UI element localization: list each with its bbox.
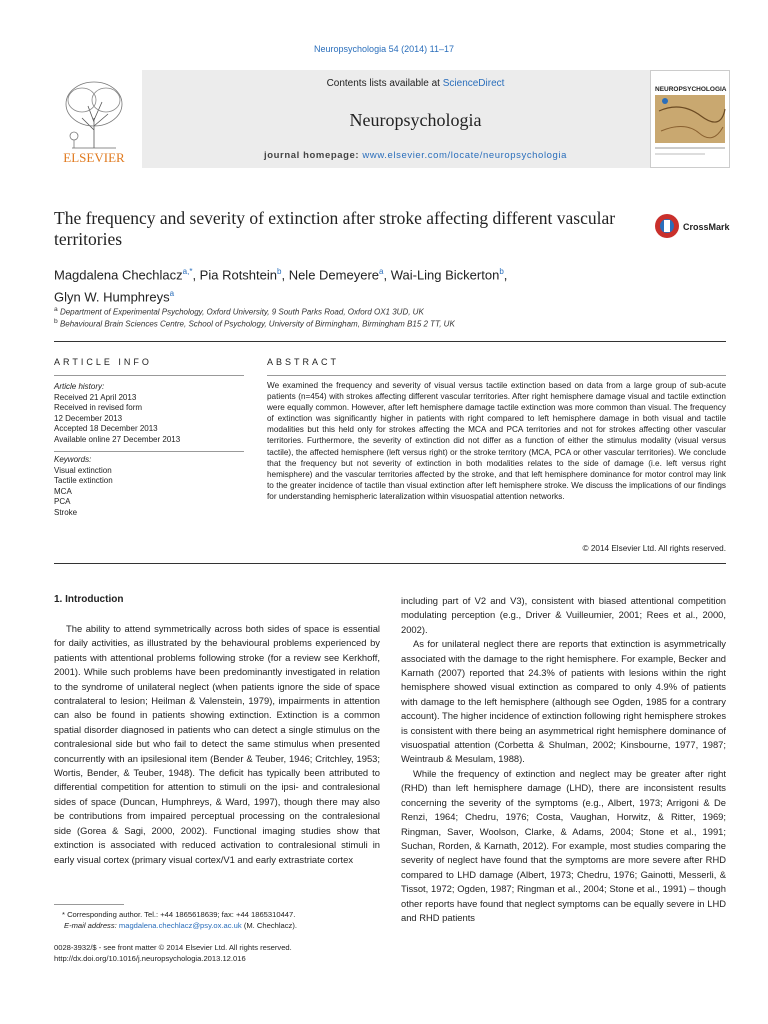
keywords: [54, 455, 244, 518]
body-column-right: [401, 594, 726, 925]
body-paragraph: While the frequency of extinction and neglect may be greater after right (RHD) than left hemisphere damage (LHD), there are inconsistent results concerning the severity of the symptoms (e.g., Albert, 1973; Arrigoni & De Renzi, 1964; Chedru, 1976; Costa, Vaughan, Horwitz, & Ritter, 1969; Ringman, Saver, Woolson, Clarke, & Adams, 2004; Stone et al., 1991; Suchan, Rorden, & Karnath, 2012). For example, most studies comparing the severity of neglect have found that the symptoms are more severe after RHD compared to LHD damage (Albert, 1973; Chedru, 1976; Gainotti, Messerli, & Tissot, 1972; Ogden, 1987; Ringman et al., 2004; Stone et al., 1991) – though other reports have found that neglect symptoms can be equally severe in LHD and RHD patients: [401, 767, 726, 923]
history-entry: Available online 27 December 2013: [54, 434, 181, 444]
header-band: [142, 70, 689, 168]
affiliation: [54, 318, 455, 329]
body-paragraph: As for unilateral neglect there are reports that extinction is asymmetrically associated with the damage to the right hemisphere. For example, Becker and Karnath (2007) reported that 24.3% of patients with lesions within the right hemisphere showed visual extinction as compared to only 4.9% of patients with damage to the left hemisphere (although see Ogden, 1985 for a contrary account). The higher incidence of extinction following right hemisphere strokes is consistent with there being an asymmetrical right hemisphere dominance of visuospatial attention (Corbetta & Shulman, 2002; Kinsbourne, 1977, 1987; Weintraub & Mesulam, 1988).: [401, 638, 727, 765]
section-divider: [54, 563, 726, 564]
contents-prefix: Contents lists available at: [326, 78, 443, 89]
author-affiliation-mark[interactable]: b: [277, 267, 282, 276]
author-affiliation-mark[interactable]: b: [499, 267, 504, 276]
publisher-name: ELSEVIER: [63, 150, 125, 165]
crossmark-badge[interactable]: [654, 211, 734, 241]
author-name[interactable]: Glyn W. Humphreys: [54, 289, 170, 305]
body-column-left: [54, 622, 380, 867]
article-info-divider: [54, 375, 244, 376]
sciencedirect-link[interactable]: ScienceDirect: [442, 78, 505, 89]
corresponding-author-note: * Corresponding author. Tel.: +44 1865618639; fax: +44 1865310447.: [62, 910, 296, 919]
affiliation-text: Behavioural Brain Sciences Centre, School of Psychology, University of Birmingham, Birmingham B15 2 TT, UK: [59, 319, 455, 329]
journal-citation[interactable]: Neuropsychologia 54 (2014) 11–17: [314, 44, 454, 54]
body-paragraph: including part of V2 and V3), consistent with biased attentional competition modulating perception (e.g., Driver & Vuilleumier, 2001; Rees et al., 2000, 2002).: [401, 595, 726, 635]
affiliation: [54, 306, 424, 317]
contents-line: [142, 78, 689, 89]
keyword: MCA: [54, 486, 72, 496]
section-divider: [54, 341, 726, 342]
author-name[interactable]: Magdalena Chechlacz: [54, 267, 183, 283]
keywords-label: Keywords:: [54, 455, 92, 464]
author-name[interactable]: Pia Rotshtein: [199, 267, 277, 283]
article-history: [54, 382, 244, 445]
email-suffix: (M. Chechlacz).: [243, 921, 297, 930]
doi-link[interactable]: http://dx.doi.org/10.1016/j.neuropsychologia.2013.12.016: [54, 954, 246, 963]
body-paragraph: The ability to attend symmetrically across both sides of space is essential for daily activities, as illustrated by the behavioural problems experienced by patients with attentional problems following stroke (for a review see Kerkhoff, 2001). While such problems have been predominantly investigated in relation to the syndrome of unilateral neglect (when patients ignore the side of space contralateral to lesion; Heilman & Valenstein, 1979), impairments in attention can also be found in patients showing extinction. Extinction is a common spatial disorder diagnosed in patients who can detect a single stimulus on the contralesional side but who fail to detect the same stimulus when presented concurrently with an ipsilesional item (Bender & Teuber, 1946; Critchley, 1953; Wortis, Bender, & Teuber, 1948). The deficit has typically been attributed to differential competition for attention to stimuli on the ipsi- and contralesional sides of space (Duncan, Humphreys, & Ward, 1997), though there may also be contributions from impaired perceptual processing on the contralesional side (Gorea & Sagi, 2000, 2002). Functional imaging studies show that extinction is associated with reduced activation to contralesional stimuli in early visual cortex (primary visual cortex/V1 and early extrastriate cortex: [54, 623, 380, 865]
affiliation-mark: b: [54, 318, 58, 325]
author-name[interactable]: Nele Demeyere: [288, 267, 380, 283]
history-entry: Received 21 April 2013: [54, 392, 137, 402]
affiliation-text: Department of Experimental Psychology, Oxford University, 9 South Parks Road, Oxford OX1 3UD, UK: [59, 307, 424, 317]
abstract-copyright: © 2014 Elsevier Ltd. All rights reserved.: [582, 544, 726, 553]
abstract-heading: ABSTRACT: [267, 357, 340, 367]
section-title-introduction: 1. Introduction: [54, 594, 124, 605]
article-history-label: Article history:: [54, 382, 105, 391]
author-affiliation-mark[interactable]: a: [169, 289, 175, 299]
crossmark-label: CrossMark: [683, 222, 730, 232]
keyword: Visual extinction: [54, 465, 112, 475]
email-note: [54, 920, 394, 931]
history-entry: Accepted 18 December 2013: [54, 424, 158, 433]
elsevier-logo: [52, 70, 136, 166]
keyword: PCA: [54, 497, 71, 506]
issn-line: 0028-3932/$ - see front matter © 2014 Elsevier Ltd. All rights reserved.: [54, 943, 292, 952]
journal-header: [52, 70, 727, 168]
history-entry: Received in revised form: [54, 403, 143, 412]
affiliation-mark: a: [54, 306, 58, 313]
journal-name: Neuropsychologia: [349, 110, 482, 130]
article-title: The frequency and severity of extinction after stroke affecting different vascular territories: [54, 208, 616, 249]
abstract-text: We examined the frequency and severity of visual versus tactile extinction based on data from a large group of sub-acute patients (n=454) with strokes affecting different vascular territories. After right hemisphere damage visual and tactile extinction were equally common. However, after left hemisphere damage tactile extinction was more common than visual. The frequency of extinction was significantly higher in patients with right compared to left hemisphere damage in both visual and tactile modalities but this held only for strokes affecting the MCA and PCA territories and not for strokes affecting other vascular territories. Furthermore, the severity of extinction did not differ as a function of either the stimulus modality (visual versus tactile), the affected hemisphere (left versus right) or the stroke territory (MCA, PCA or other vascular territories). We conclude that the frequency but not severity of extinction in both modalities relates to the side of damage (i.e. left versus right hemisphere) and the vascular territories affected by the stroke, and that left hemisphere dominance for motor control may link to the greater incidence of tactile than visual extinction after left hemisphere stroke. We discuss the implications of our findings for understanding hemispheric lateralization within visuospatial attention networks.: [267, 381, 726, 501]
author-affiliation-mark[interactable]: a: [379, 267, 384, 276]
homepage-label: journal homepage:: [263, 150, 360, 161]
footnote-rule: [54, 904, 124, 905]
email-link[interactable]: magdalena.chechlacz@psy.ox.ac.uk: [118, 921, 242, 930]
author-name[interactable]: Wai-Ling Bickerton: [390, 267, 500, 283]
email-label: E-mail address:: [64, 921, 117, 930]
keyword: Stroke: [54, 507, 78, 517]
journal-homepage: [142, 150, 689, 161]
keyword: Tactile extinction: [54, 476, 113, 485]
author-affiliation-mark[interactable]: a,*: [182, 267, 193, 276]
history-entry: 12 December 2013: [54, 413, 123, 423]
journal-cover-thumbnail: [650, 70, 730, 168]
article-info-heading: ARTICLE INFO: [54, 357, 152, 367]
author-list: Magdalena Chechlacz$^{a,*}$, Pia Rotshtein$^b$, Nele Demeyere$^a$, Wai-Ling Bickerton$^b$, Glyn W. Humphreys$^a$: [54, 267, 508, 305]
homepage-link[interactable]: www.elsevier.com/locate/neuropsychologia: [362, 150, 568, 161]
abstract-divider: [267, 375, 726, 376]
cover-title: NEUROPSYCHOLOGIA: [655, 86, 727, 93]
keywords-divider: [54, 451, 244, 452]
